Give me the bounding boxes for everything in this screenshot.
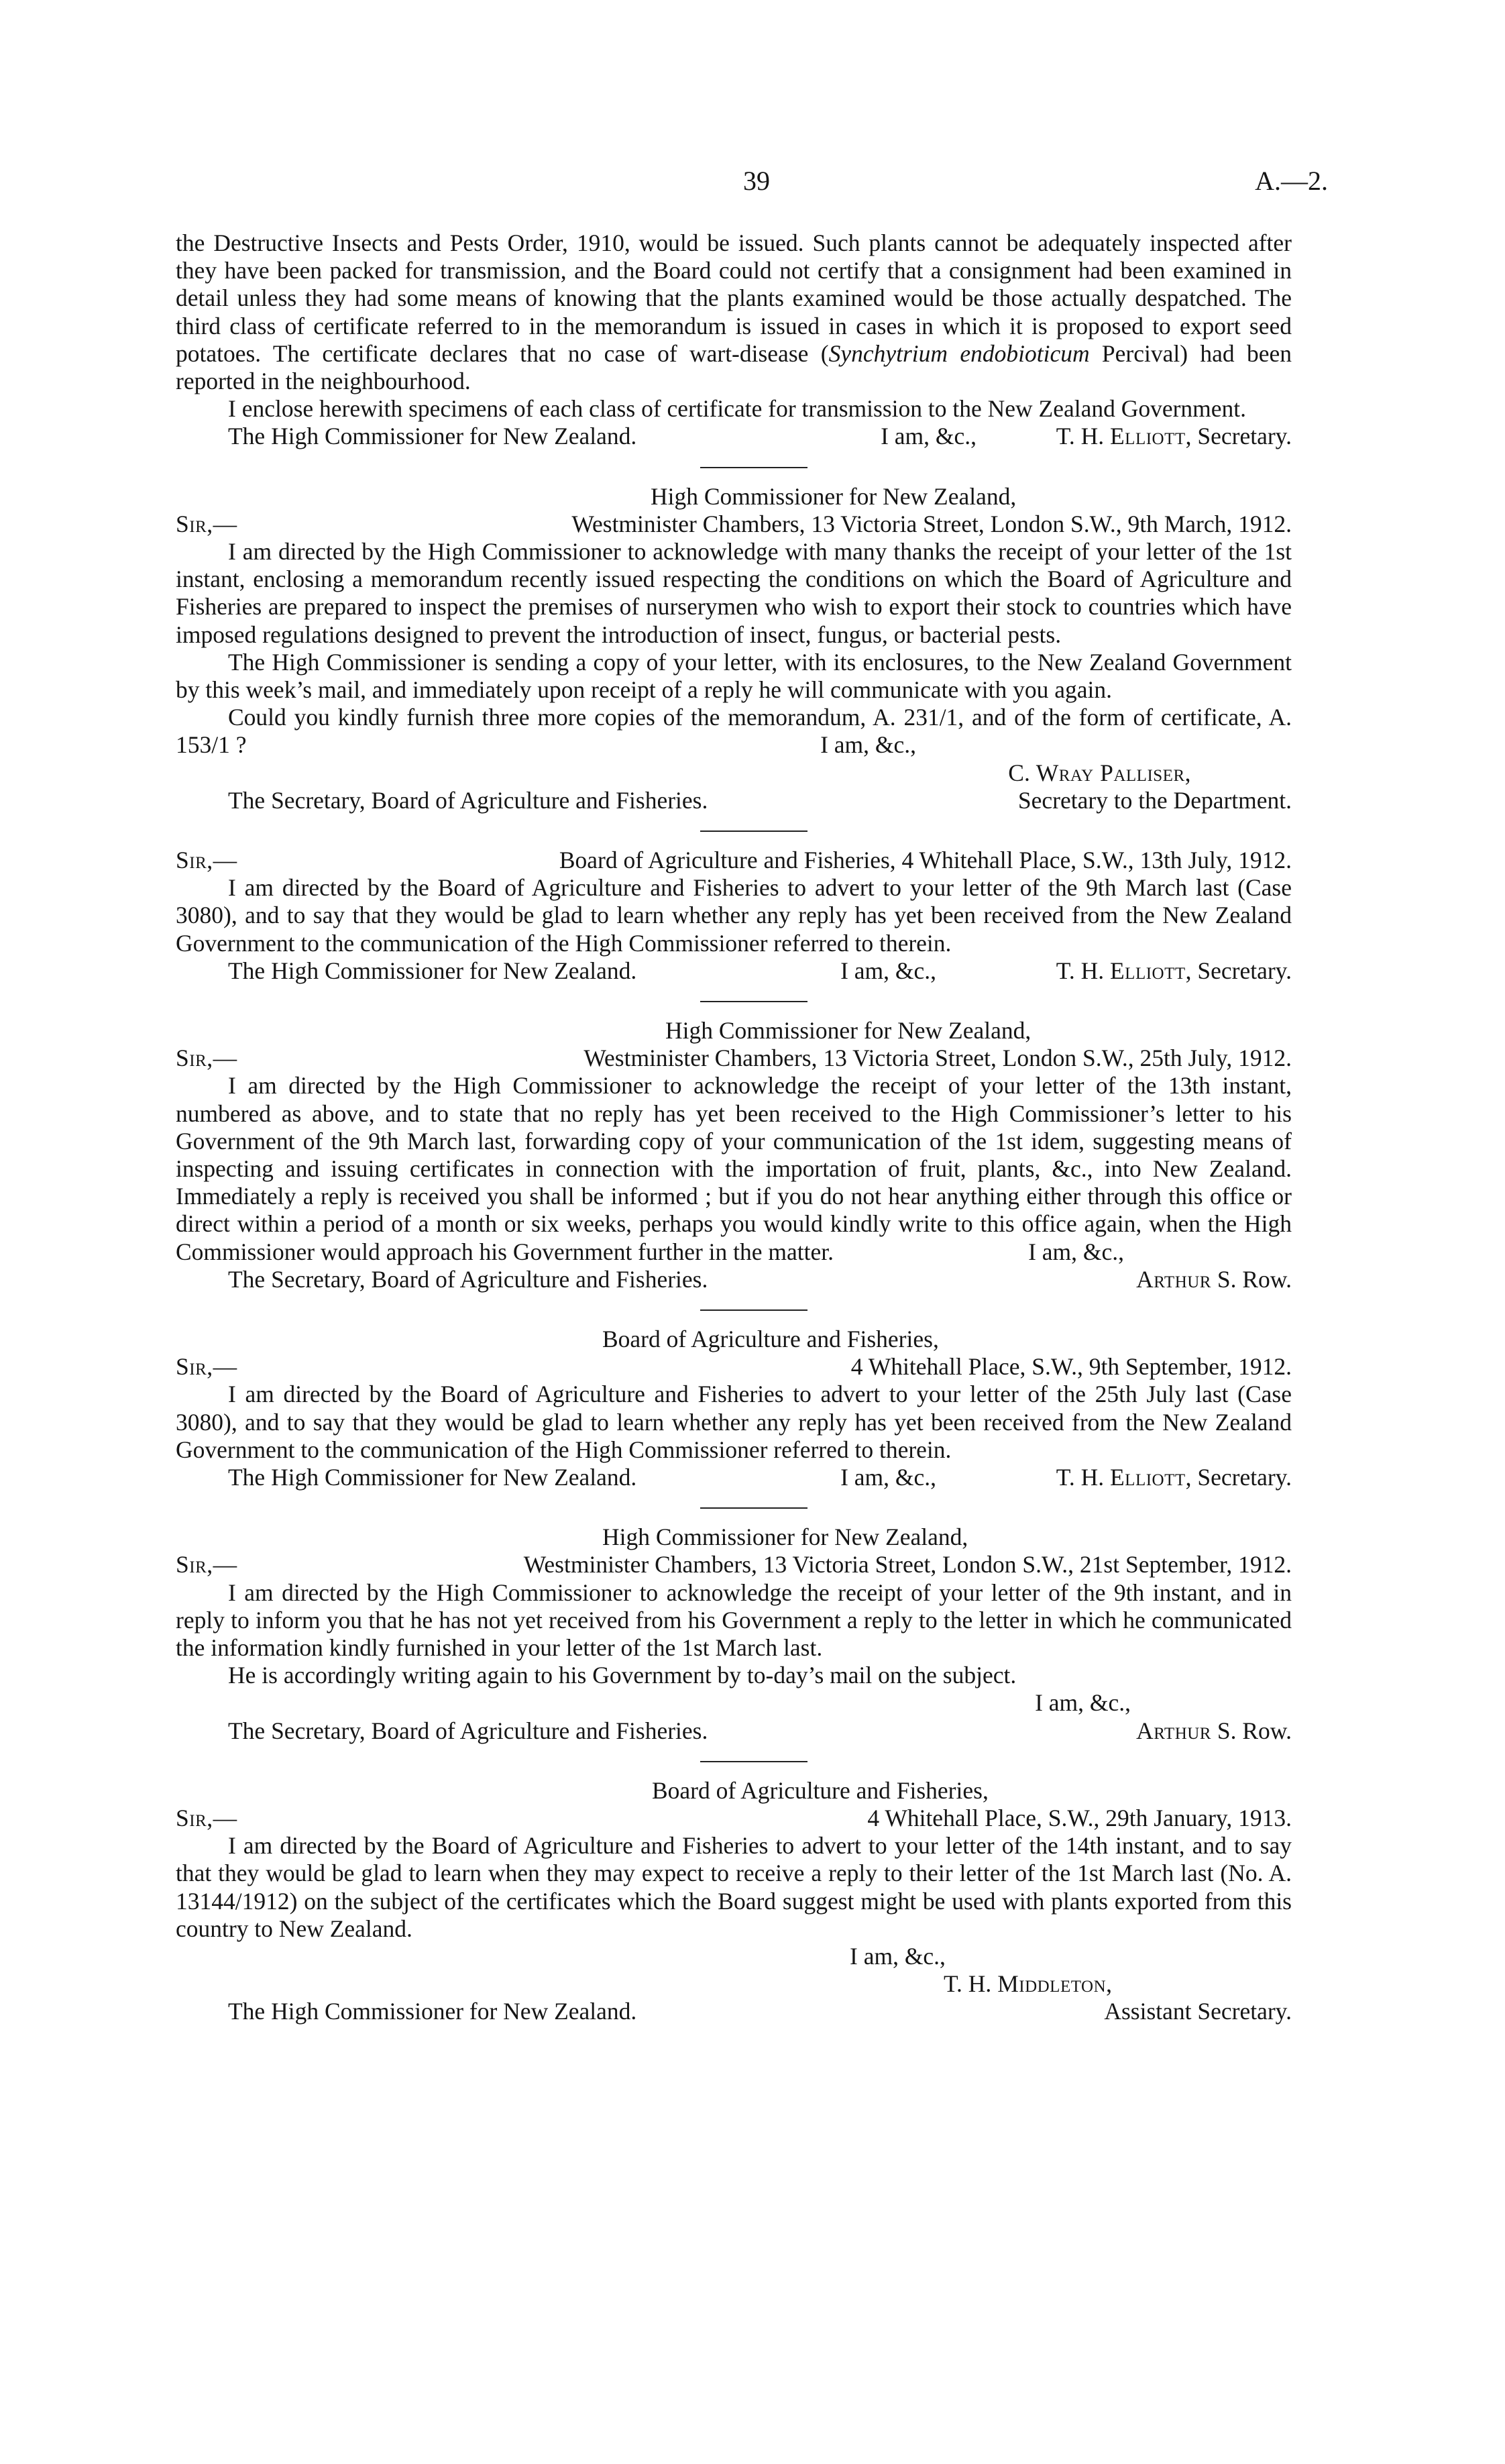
sender-heading: High Commissioner for New Zealand,: [602, 1523, 968, 1551]
salutation-address-line: [176, 1353, 1292, 1381]
signature: T. H. Elliott, Secretary.: [1056, 423, 1292, 450]
letter-body: I am directed by the High Commissioner to acknowledge the receipt of your letter of the 9th instant, and in reply to inform you that he has not yet received from his Government a reply to the letter in which he communicated the information kindly furnished in your letter of the 1st March last.: [176, 1578, 1292, 1661]
signature: C. Wray Palliser,: [1008, 759, 1191, 786]
closing: I am, &c.,: [850, 1942, 946, 1970]
species-name: Synchytrium endobioticum: [828, 339, 1090, 367]
salutation-address-line: [176, 1551, 1292, 1578]
sender-address: Board of Agriculture and Fisheries, 4 Whitehall Place, S.W., 13th July, 1912.: [559, 847, 1292, 874]
signature: T. H. Elliott, Secretary.: [1056, 957, 1292, 984]
salutation: Sir,—: [176, 1044, 237, 1072]
letter: [176, 1523, 1292, 1762]
addressee: The Secretary, Board of Agriculture and Fisheries.: [228, 786, 708, 814]
closing: I am, &c.,: [840, 957, 936, 984]
sender-address: Westminister Chambers, 13 Victoria Street, London S.W., 9th March, 1912.: [571, 510, 1292, 537]
section-divider: [700, 1001, 807, 1002]
page-content: [176, 229, 1292, 2026]
salutation: Sir,—: [176, 510, 237, 537]
closing: I am, &c.,: [820, 731, 916, 759]
sender-address: 4 Whitehall Place, S.W., 9th September, 1912.: [850, 1353, 1292, 1381]
addressee: The Secretary, Board of Agriculture and Fisheries.: [228, 1717, 708, 1744]
addressee: The Secretary, Board of Agriculture and Fisheries.: [228, 1265, 708, 1293]
letter-body: I am directed by the Board of Agriculture and Fisheries to advert to your letter of the 14th instant, and to say that they would be glad to learn when they may expect to receive a reply to their letter of the 1st March last (No. A. 13144/1912) on the subject of the certificates which the Board suggest might be used with plants exported from this country to New Zealand.: [176, 1832, 1292, 1942]
letter-body: I am directed by the High Commissioner to acknowledge with many thanks the receipt of your letter of the 1st instant, enclosing a memorandum recently issued respecting the conditions on which the Board of Agriculture and Fisheries are prepared to inspect the premises of nurserymen who wish to export their stock to countries which have imposed regulations designed to prevent the introduction of insect, fungus, or bacterial pests.: [176, 538, 1292, 648]
signature: T. H. Middleton,: [944, 1970, 1113, 1998]
addressee-signature-line: [176, 1266, 1292, 1293]
addressee-signature-line: [176, 1464, 1292, 1491]
salutation-address-line: [176, 847, 1292, 874]
sender-address: Westminister Chambers, 13 Victoria Street, London S.W., 25th July, 1912.: [583, 1044, 1292, 1072]
sender-heading: High Commissioner for New Zealand,: [665, 1017, 1032, 1044]
letter-body: I enclose herewith specimens of each class of certificate for transmission to the New Zealand Government. I am, &c.,: [228, 395, 1247, 450]
letter: [176, 847, 1292, 1002]
letter: [176, 1326, 1292, 1509]
addressee: The High Commissioner for New Zealand.: [228, 957, 637, 984]
letter-continuation: [176, 229, 1292, 468]
addressee: The High Commissioner for New Zealand.: [228, 423, 637, 450]
salutation: Sir,—: [176, 1804, 237, 1831]
signature: Arthur S. Row.: [1136, 1717, 1292, 1744]
letter-body: He is accordingly writing again to his Government by to-day’s mail on the subject.: [228, 1662, 1017, 1689]
closing: I am, &c.,: [1035, 1689, 1131, 1717]
closing: I am, &c.,: [840, 1464, 936, 1491]
letter-body: The High Commissioner is sending a copy of your letter, with its enclosures, to the New Zealand Government by this week’s mail, and immediately upon receipt of a reply he will communicate with you again.: [176, 648, 1292, 704]
letter: [176, 483, 1292, 832]
sender-heading: High Commissioner for New Zealand,: [651, 482, 1017, 510]
addressee: The High Commissioner for New Zealand.: [228, 1464, 637, 1491]
addressee-signature-line: [176, 1998, 1292, 2025]
sender-heading: Board of Agriculture and Fisheries,: [652, 1776, 989, 1804]
signature: T. H. Elliott, Secretary.: [1056, 1464, 1292, 1491]
letter-body: I am directed by the Board of Agriculture and Fisheries to advert to your letter of the 9th March last (Case 3080), and to say that they would be glad to learn whether any reply has yet been received from the New Zealand Government to the communication of the High Commissioner referred to therein. I am, &c.,: [176, 874, 1292, 984]
page-number: 39: [743, 166, 770, 196]
addressee-signature-line: [176, 1717, 1292, 1745]
document-reference: A.—2.: [1255, 166, 1328, 196]
salutation: Sir,—: [176, 1551, 237, 1578]
addressee-signature-line: [176, 957, 1292, 985]
signer-title: Assistant Secretary.: [1104, 1998, 1292, 2025]
closing: I am, &c.,: [1028, 1238, 1124, 1265]
signer-title: Secretary to the Department.: [1017, 786, 1292, 814]
section-divider: [700, 831, 807, 832]
salutation-address-line: [176, 1805, 1292, 1832]
sender-heading: Board of Agriculture and Fisheries,: [602, 1326, 939, 1352]
letter-body: the Destructive Insects and Pests Order, 1910, would be issued. Such plants cannot be adequately inspected after they have been packed for transmission, and the Board could not certify that a consignment had been examined in detail unless they had some means of knowing that the plants examined would be those actually despatched. The third class of certificate referred to in the memorandum is issued in cases in which it is proposed to export seed potatoes. The certificate declares that no case of wart-disease (Synchytrium endobioticum Percival) had been reported in the neighbourhood.: [176, 229, 1292, 395]
signature: Arthur S. Row.: [1136, 1265, 1292, 1293]
section-divider: [700, 1309, 807, 1311]
salutation: Sir,—: [176, 847, 237, 874]
section-divider: [700, 1761, 807, 1762]
letter: [176, 1017, 1292, 1311]
letter-body: Could you kindly furnish three more copies of the memorandum, A. 231/1, and of the form of certificate, A. 153/1 ? I am, &c.,: [176, 704, 1292, 759]
closing: I am, &c.,: [881, 423, 977, 450]
letter-body: I am directed by the High Commissioner to acknowledge the receipt of your letter of the 13th instant, numbered as above, and to state that no reply has yet been received to the High Commissioner’s letter to his Government of the 9th March last, forwarding copy of your communication of the 1st idem, suggesting means of inspecting and issuing certificates in connection with the importation of fruit, plants, &c., into New Zealand. Immediately a reply is received you shall be informed ; but if you do not hear anything either through this office or direct within a period of a month or six weeks, perhaps you would kindly write to this office again, when the High Commissioner would approach his Government further in the matter. I am, &c.,: [176, 1072, 1292, 1265]
page-header: [0, 165, 1505, 203]
salutation-address-line: [176, 511, 1292, 538]
addressee-signature-line: [176, 787, 1292, 814]
sender-address: Westminister Chambers, 13 Victoria Street, London S.W., 21st September, 1912.: [523, 1551, 1292, 1578]
addressee-signature-line: [176, 423, 1292, 450]
letter: [176, 1777, 1292, 2026]
section-divider: [700, 1507, 807, 1509]
salutation-address-line: [176, 1044, 1292, 1072]
salutation: Sir,—: [176, 1353, 237, 1381]
sender-address: 4 Whitehall Place, S.W., 29th January, 1913.: [867, 1804, 1292, 1831]
addressee: The High Commissioner for New Zealand.: [228, 1998, 637, 2025]
letter-body: I am directed by the Board of Agriculture and Fisheries to advert to your letter of the 25th July last (Case 3080), and to say that they would be glad to learn whether any reply has yet been received from the New Zealand Government to the communication of the High Commissioner referred to therein. I am, &c.,: [176, 1381, 1292, 1491]
section-divider: [700, 467, 807, 468]
